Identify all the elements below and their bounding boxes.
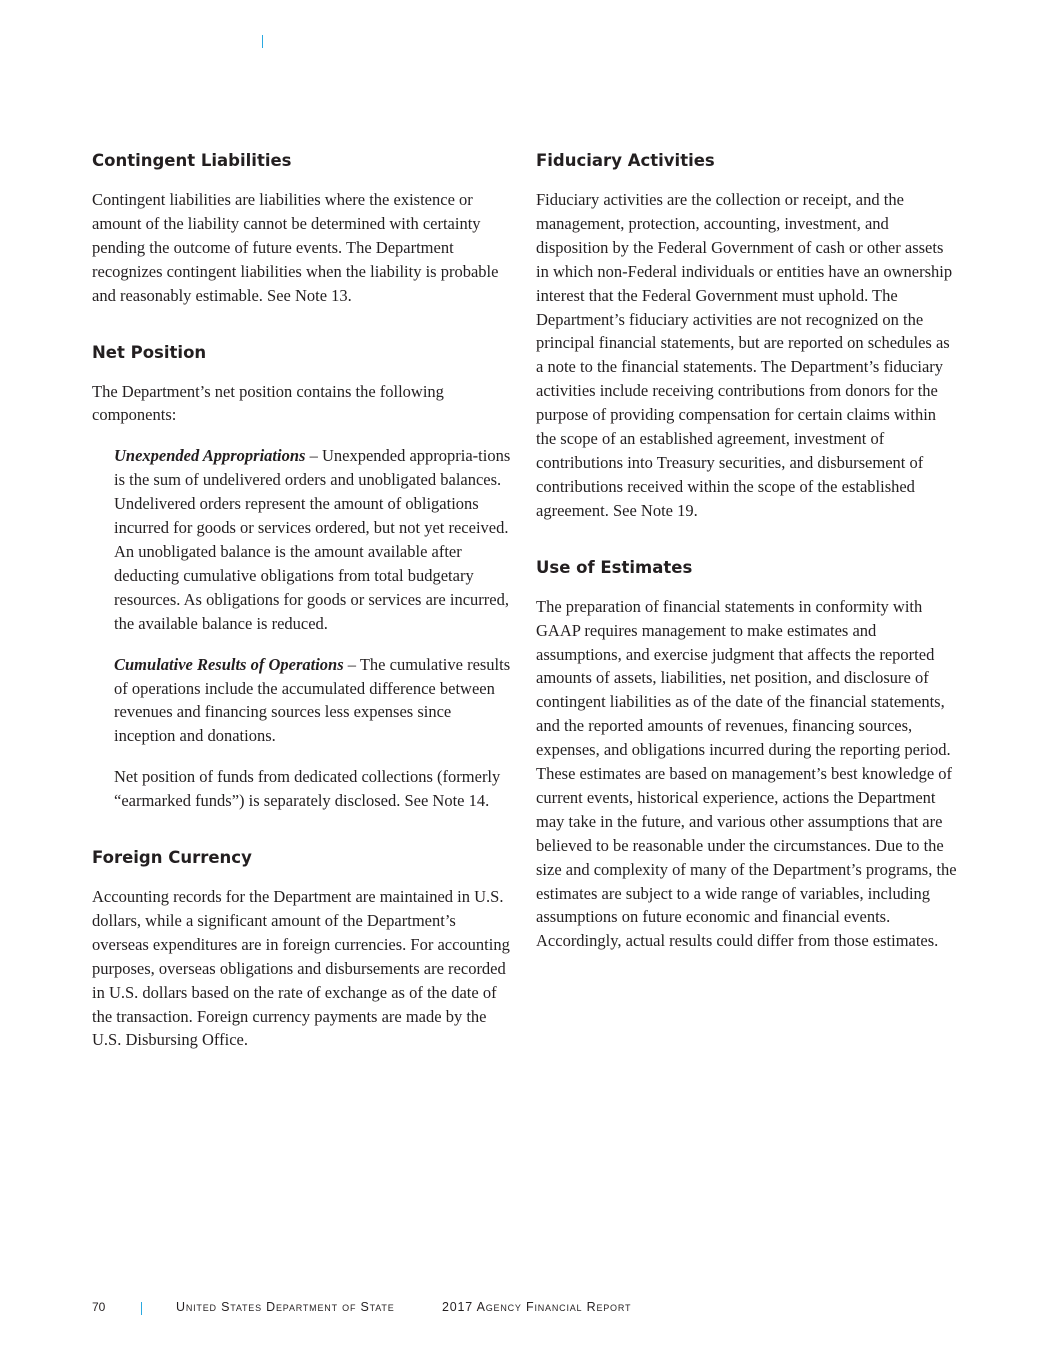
unexpended-appropriations-term: Unexpended Appropriations <box>114 446 306 466</box>
header-divider <box>262 35 263 48</box>
left-column <box>92 150 516 1052</box>
net-position-section <box>92 342 516 814</box>
footer-agency-name: United States Department of State <box>176 1300 395 1314</box>
contingent-liabilities-body: Contingent liabilities are liabilities where the existence or amount of the liability cannot be determined with certainty pending the outcome of future events. The Department recognizes contingent liabilities when the liability is probable and reasonably estimable. See Note 13. <box>92 190 499 305</box>
right-column <box>536 150 960 953</box>
dedicated-collections-paragraph: Net position of funds from dedicated collections (formerly “earmarked funds”) is separately disclosed. See Note 14. <box>114 767 501 811</box>
fiduciary-activities-heading: Fiduciary Activities <box>536 151 715 170</box>
foreign-currency-section <box>92 847 516 1052</box>
contingent-liabilities-heading: Contingent Liabilities <box>92 151 292 170</box>
net-position-heading: Net Position <box>92 342 207 362</box>
use-of-estimates-heading: Use of Estimates <box>536 557 693 577</box>
cumulative-results-text: – The cumulative results of operations include the accumulated difference between revenues and financing sources less expenses since inception and donations. <box>114 654 511 746</box>
unexpended-appropriations-text: – Unexpended appropria-tions is the sum of undelivered orders and unobligated balances. Undelivered orders represent the amount of obligations incurred for goods or services ordered, but not yet received. An unobligated balance is the amount available after deducting cumulative obligations from total budgetary resources. As obligations for goods or services are incurred, the available balance is reduced. <box>114 446 511 633</box>
foreign-currency-body: Accounting records for the Department are maintained in U.S. dollars, while a significant amount of the Department’s overseas expenditures are in foreign currencies. For accounting purposes, overseas obligations and disbursements are recorded in U.S. dollars based on the rate of exchange as of the date of the transaction. Foreign currency payments are made by the U.S. Disbursing Office. <box>92 887 510 1050</box>
footer-divider <box>141 1302 142 1315</box>
fiduciary-activities-body: Fiduciary activities are the collection or receipt, and the management, protection, accounting, investment, and disposition by the Federal Government of cash or other assets in which non-Federal individuals or entities have an ownership interest that the Federal Government must uphold. The Department’s fiduciary activities are not recognized on the principal financial statements, but are reported on schedules as a note to the financial statements. The Department’s fiduciary activities include receiving contributions from donors for the purpose of providing compensation for certain claims within the scope of an established agreement, investment of contributions into Treasury securities, and disbursement of contributions received within the scope of the established agreement. See Note 19. <box>536 190 953 520</box>
cumulative-results-paragraph <box>114 653 516 749</box>
page-number: 70 <box>92 1300 106 1314</box>
use-of-estimates-section <box>536 557 960 954</box>
footer-report-title: 2017 Agency Financial Report <box>442 1300 632 1314</box>
cumulative-results-term: Cumulative Results of Operations <box>114 654 344 674</box>
use-of-estimates-body: The preparation of financial statements in conformity with GAAP requires management to make estimates and assumptions, and exercise judgment that affects the reported amounts of assets, liabilities, net position, and disclosure of contingent liabilities as of the date of the financial statements, and the reported amounts of revenues, financing sources, expenses, and obligations incurred during the reporting period. These estimates are based on management’s best knowledge of current events, historical experience, actions the Department may take in the future, and various other assumptions that are believed to be reasonable under the circumstances. Due to the size and complexity of many of the Department’s programs, the estimates are subject to a wide range of variables, including assumptions on future economic and financial events. Accordingly, actual results could differ from those estimates. <box>536 596 957 951</box>
net-position-intro: The Department’s net position contains the following components: <box>92 381 444 425</box>
contingent-liabilities-section <box>92 150 516 308</box>
foreign-currency-heading: Foreign Currency <box>92 848 252 868</box>
unexpended-appropriations-paragraph <box>114 444 516 635</box>
fiduciary-activities-section <box>536 150 960 523</box>
